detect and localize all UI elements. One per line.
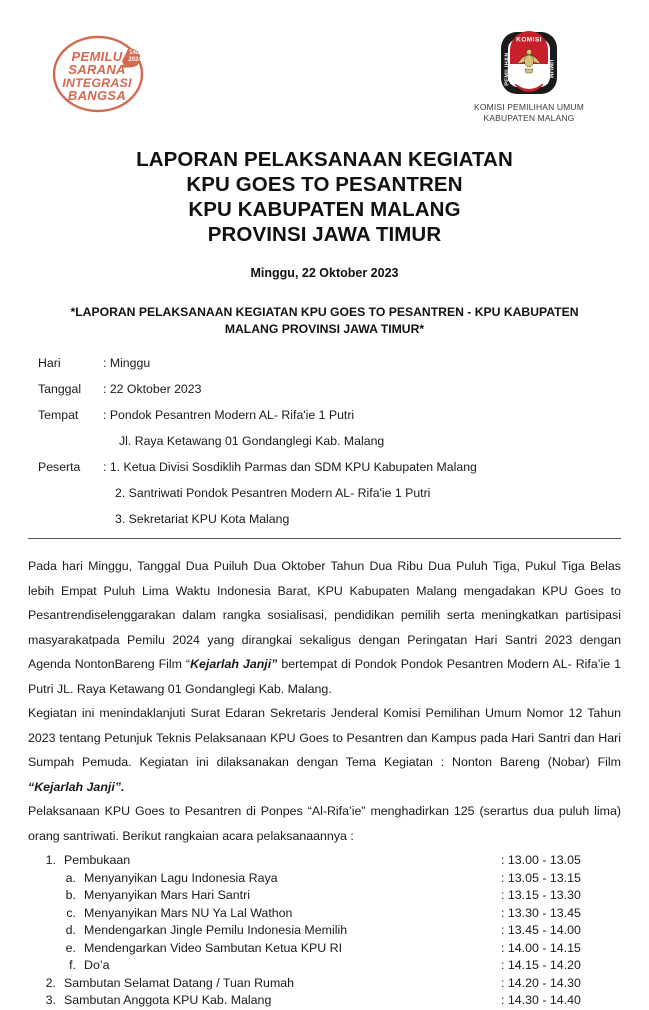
- svg-text:UMUM: UMUM: [547, 59, 554, 79]
- paragraph-2-text-a: Kegiatan ini menindaklanjuti Surat Edaran Sekretaris Jenderal Komisi Pemilihan Umum Nomor 12 Tahun 2023 tentang Petunjuk Teknis Pelaksanaan KPU Goes to Pesantren dan Kampus pada Hari Santri dan Hari Sumpah Pemuda. Kegiatan ini dilaksanakan dengan Tema Kegiatan : Nonton Bareng (Nobar) Film: [28, 706, 621, 769]
- detail-row-tempat-address: [28, 434, 621, 448]
- detail-row-peserta: [28, 460, 621, 474]
- document-body: [0, 554, 649, 1010]
- agenda-label: Menyanyikan Mars NU Ya Lal Wathon: [84, 905, 293, 920]
- starred-subheading: [36, 304, 613, 338]
- agenda-time: : 14.15 - 14.20: [501, 958, 581, 972]
- detail-label-tanggal: Tanggal: [38, 382, 82, 396]
- agenda-marker: f.: [69, 958, 76, 972]
- detail-row-peserta-2: [28, 486, 621, 500]
- agenda-label: Mendengarkan Video Sambutan Ketua KPU RI: [84, 940, 343, 955]
- agenda-label: Do’a: [84, 958, 110, 972]
- agenda-marker: 2.: [45, 975, 56, 990]
- agenda-marker: a.: [65, 870, 76, 885]
- agenda-marker: 1.: [45, 853, 56, 867]
- agenda-time: : 13.15 - 13.30: [501, 888, 581, 902]
- detail-spacer: [28, 434, 103, 448]
- agenda-time: : 13.00 - 13.05: [501, 853, 581, 867]
- detail-value-peserta-1: : 1. Ketua Divisi Sosdiklih Parmas dan SDM KPU Kabupaten Malang: [103, 460, 477, 474]
- svg-text:SARANA: SARANA: [68, 62, 126, 77]
- agenda-time: : 13.30 - 13.45: [501, 905, 581, 920]
- svg-text:PEMILU: PEMILU: [71, 49, 123, 64]
- kpu-emblem: [499, 30, 559, 96]
- agenda-item: [28, 870, 621, 888]
- detail-spacer: [28, 486, 103, 500]
- detail-row-peserta-3: [28, 512, 621, 526]
- svg-text:BANGSA: BANGSA: [67, 88, 127, 103]
- svg-text:2024: 2024: [128, 57, 142, 63]
- agenda-item: [28, 905, 621, 923]
- agenda-item: [28, 992, 621, 1010]
- detail-value-peserta-2: 2. Santriwati Pondok Pesantren Modern AL- Rifa'ie 1 Putri: [115, 486, 431, 500]
- detail-value-hari: : Minggu: [103, 356, 151, 370]
- detail-value-tempat: : Pondok Pesantren Modern AL- Rifa'ie 1 Putri: [103, 408, 355, 422]
- agenda-label: Menyanyikan Mars Hari Santri: [84, 888, 250, 902]
- svg-text:PEMILIHAN: PEMILIHAN: [504, 52, 511, 86]
- svg-text:INTEGRASI: INTEGRASI: [62, 76, 132, 90]
- event-date: Minggu, 22 Oktober 2023: [250, 266, 399, 280]
- svg-text:14/2: 14/2: [129, 50, 141, 56]
- title-line-1: LAPORAN PELAKSANAAN KEGIATAN: [136, 148, 513, 171]
- paragraph-1-text-b: bertempat di Pondok Pondok Pesantren Modern AL- Rifa’ie 1 Putri JL. Raya Ketawang 01 Gondanglegi Kab. Malang.: [28, 657, 621, 696]
- detail-label-tempat: Tempat: [38, 408, 79, 422]
- page-title: [0, 147, 649, 280]
- agenda-time: : 13.05 - 13.15: [501, 870, 581, 885]
- title-line-3: KPU KABUPATEN MALANG: [188, 198, 461, 221]
- detail-row-tempat: [28, 408, 621, 422]
- paragraph-1-text-a: Pada hari Minggu, Tanggal Dua Puiluh Dua Oktober Tahun Dua Ribu Dua Puluh Tiga, Pukul Tiga Belas lebih Empat Puluh Lima Waktu Indonesia Barat, KPU Kabupaten Malang mengadakan KPU Goes to Pesantrendiselenggarakan dalam rangka sosialisasi, pendidikan pemilih serta meningkatkan partisipasi masyarakatpada Pemilu 2024 yang dirangkai sekaligus dengan Peringatan Hari Santri 2023 dengan Agenda NontonBareng Film “: [28, 559, 621, 671]
- film-title-inline-1: Kejarlah Janji”: [190, 657, 278, 671]
- agenda-label: Pembukaan: [64, 853, 131, 867]
- detail-row-tanggal: [28, 382, 621, 396]
- agenda-time: : 13.45 - 14.00: [501, 923, 581, 937]
- agenda-label: Sambutan Selamat Datang / Tuan Rumah: [64, 975, 295, 990]
- detail-label-hari: Hari: [38, 356, 61, 370]
- agenda-label: Sambutan Anggota KPU Kab. Malang: [64, 993, 272, 1007]
- agenda-marker: d.: [65, 923, 76, 937]
- agenda-time: : 14.00 - 14.15: [501, 940, 581, 955]
- body-paragraph-3: Pelaksanaan KPU Goes to Pesantren di Ponpes “Al-Rifa’ie” menghadirkan 125 (serartus dua puluh lima) orang santriwati. Berikut rangkaian acara pelaksanaannya :: [28, 804, 621, 843]
- section-divider: [28, 538, 621, 539]
- kpu-identity-block: [440, 30, 618, 123]
- detail-label-peserta: Peserta: [38, 460, 81, 474]
- agenda-marker: 3.: [45, 993, 56, 1007]
- kpu-caption-line-2: KABUPATEN MALANG: [483, 112, 575, 123]
- agenda-marker: e.: [65, 940, 76, 955]
- detail-spacer: [28, 512, 103, 526]
- agenda-item: [28, 887, 621, 905]
- agenda-item: [28, 922, 621, 940]
- film-title-inline-2: “Kejarlah Janji”.: [28, 779, 125, 794]
- detail-value-peserta-3: 3. Sekretariat KPU Kota Malang: [115, 512, 290, 526]
- title-line-4: PROVINSI JAWA TIMUR: [207, 223, 442, 246]
- agenda-item: [28, 852, 621, 870]
- agenda-marker: b.: [65, 888, 76, 902]
- kpu-caption-line-1: KOMISI PEMILIHAN UMUM: [474, 102, 584, 112]
- document-header: [0, 0, 649, 128]
- body-paragraph-1: [28, 554, 621, 701]
- agenda-item: [28, 940, 621, 958]
- body-paragraph-2: [28, 701, 621, 799]
- agenda-list: [28, 852, 621, 1010]
- agenda-time: : 14.20 - 14.30: [501, 975, 581, 990]
- agenda-label: Menyanyikan Lagu Indonesia Raya: [84, 870, 278, 885]
- starred-line-2: MALANG PROVINSI JAWA TIMUR*: [224, 322, 425, 336]
- detail-value-tanggal: : 22 Oktober 2023: [103, 382, 202, 396]
- detail-row-hari: [28, 356, 621, 370]
- agenda-item: [28, 975, 621, 993]
- detail-value-tempat-address: Jl. Raya Ketawang 01 Gondanglegi Kab. Malang: [119, 434, 385, 448]
- agenda-time: : 14.30 - 14.40: [501, 993, 581, 1007]
- svg-text:KOMISI: KOMISI: [516, 36, 542, 44]
- title-line-2: KPU GOES TO PESANTREN: [186, 173, 463, 196]
- agenda-marker: c.: [66, 905, 76, 920]
- event-details-table: [0, 356, 649, 526]
- starred-line-1: *LAPORAN PELAKSANAAN KEGIATAN KPU GOES TO PESANTREN - KPU KABUPATEN: [70, 305, 579, 319]
- pemilu-sarana-integrasi-bangsa-logo: [50, 33, 154, 115]
- agenda-label: Mendengarkan Jingle Pemilu Indonesia Memilih: [84, 923, 348, 937]
